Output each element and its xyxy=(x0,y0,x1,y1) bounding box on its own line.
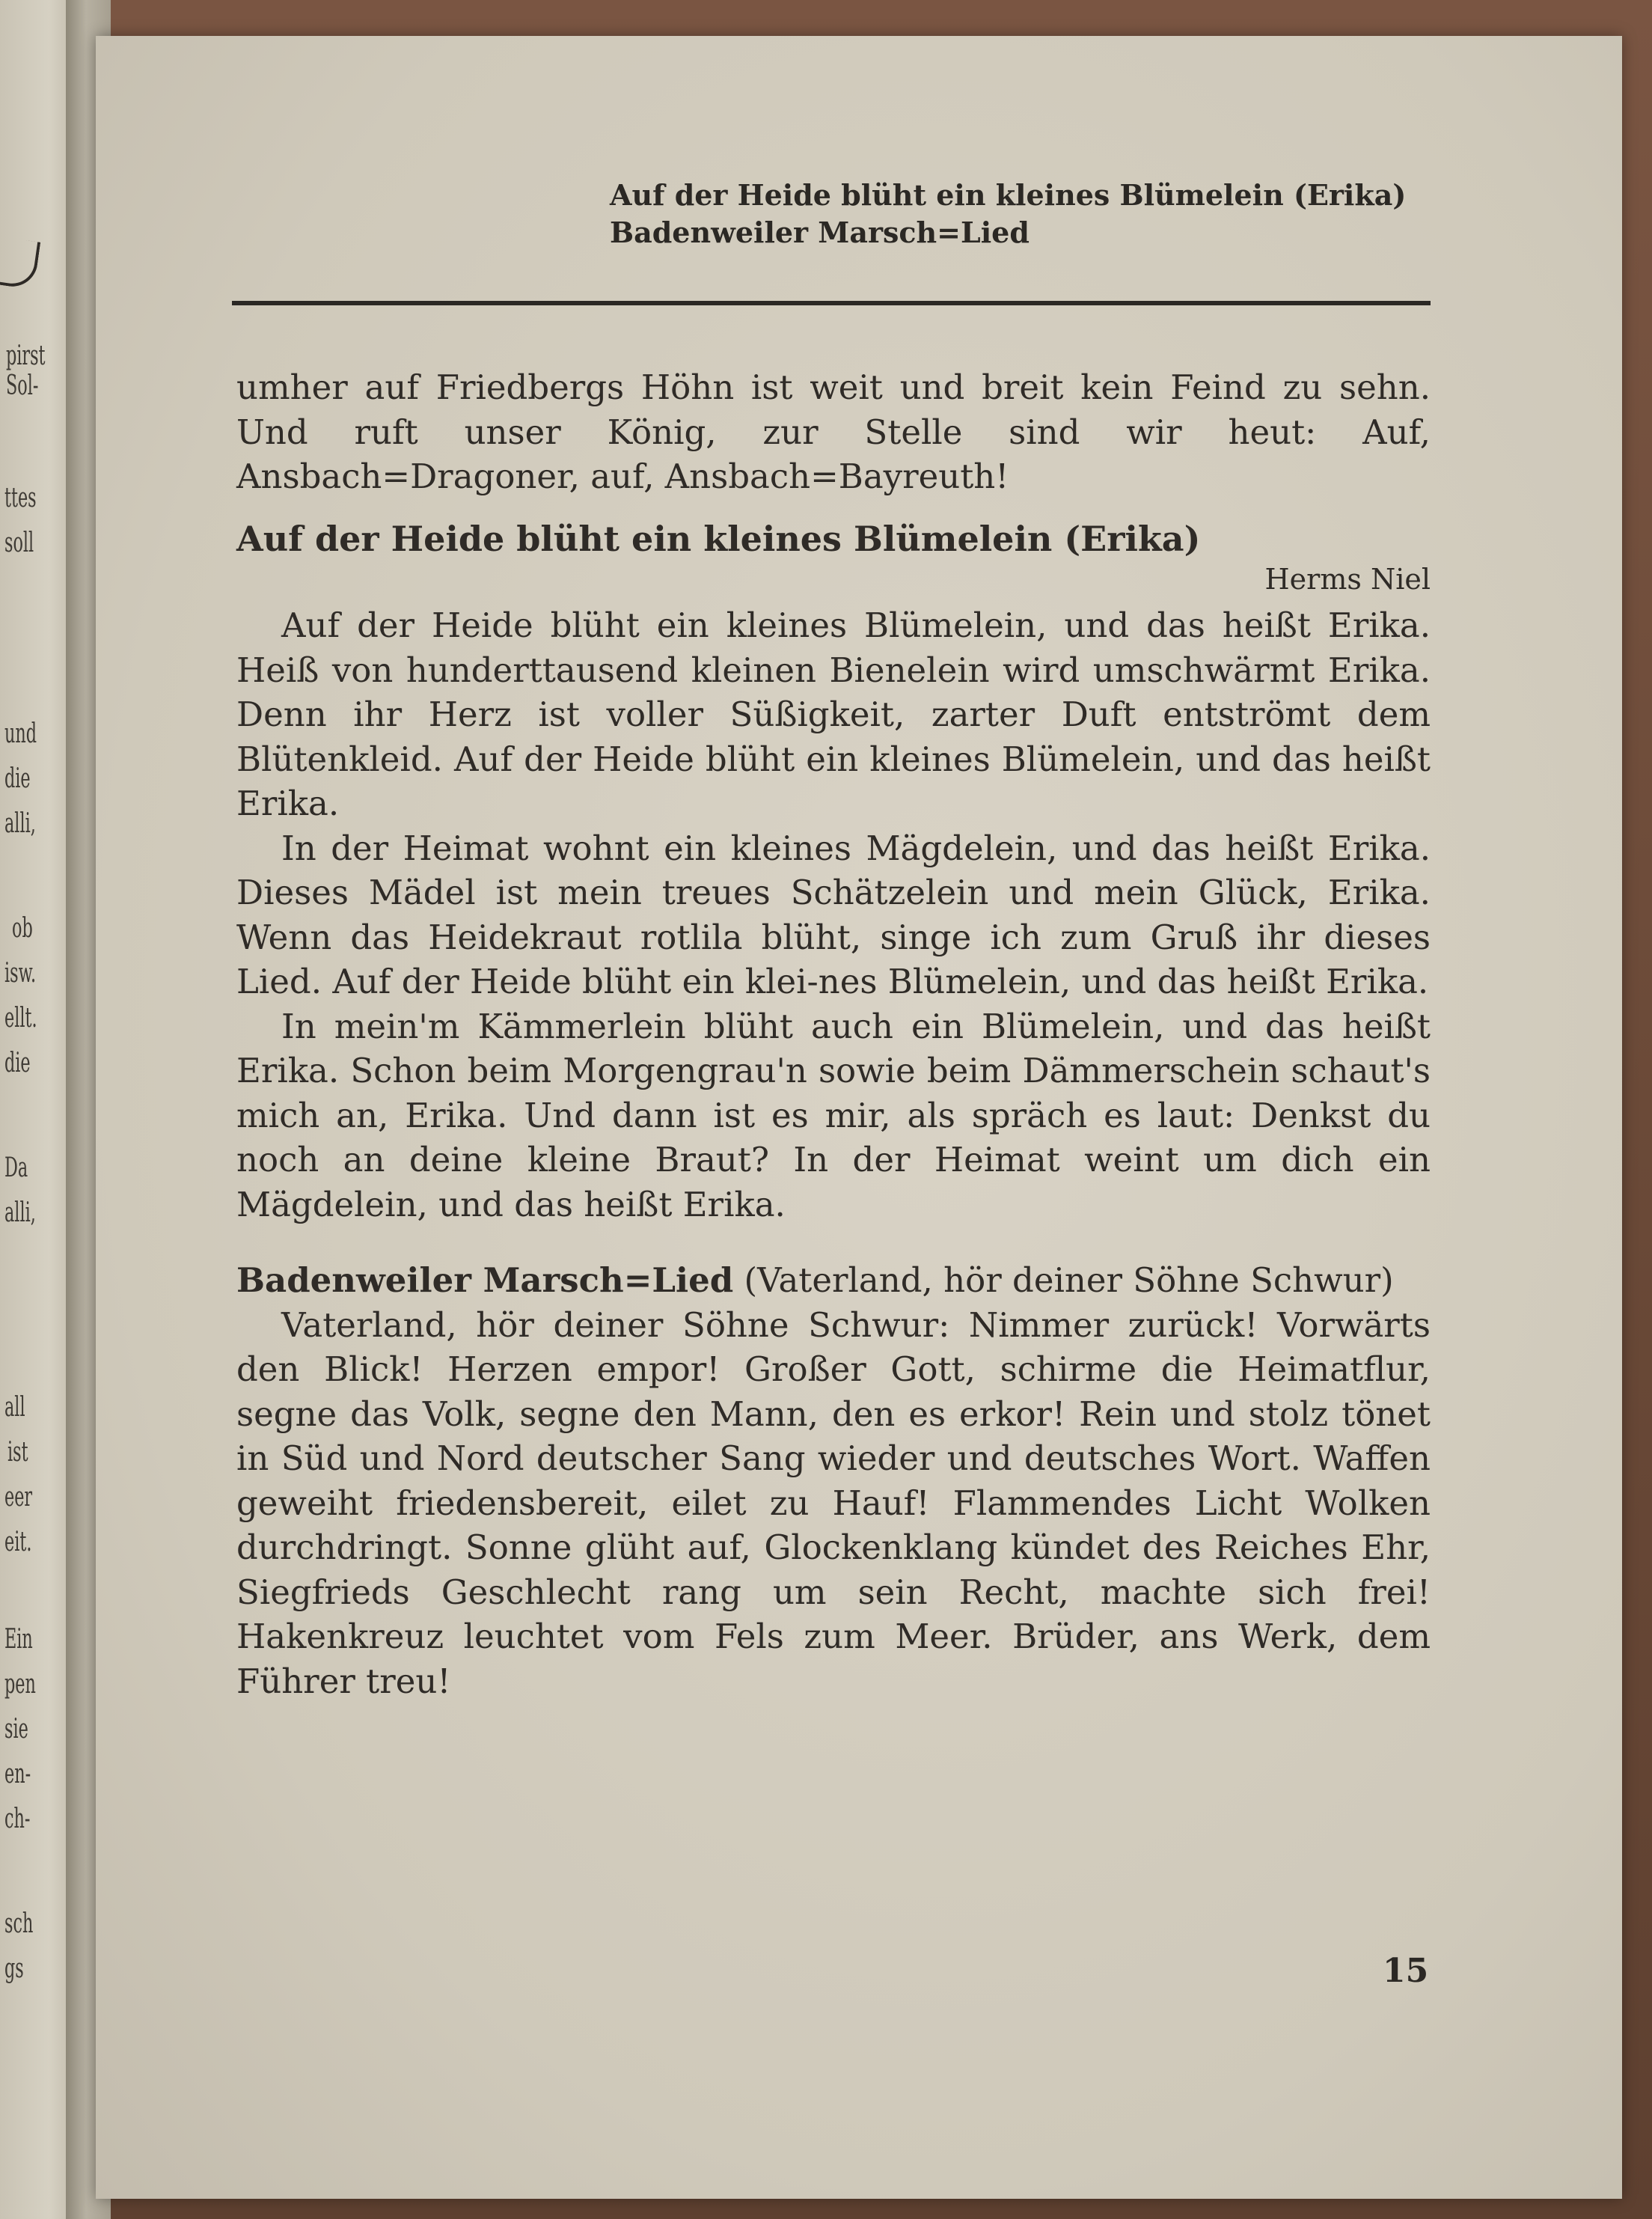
left-fragment: Da xyxy=(4,1153,28,1183)
song-subtitle: (Vaterland, hör deiner Söhne Schwur) xyxy=(744,1260,1394,1300)
left-fragment: die xyxy=(4,763,31,794)
verse-paragraph: In der Heimat wohnt ein kleines Mägdelein, und das heißt Erika. Dieses Mädel ist mein treues Schätzelein und mein Glück, Erika. Wenn das Heidekraut rotlila blüht, singe ich zum Gruß ihr dieses Lied. Auf der Heide blüht ein klei-nes Blümelein, und das heißt Erika. xyxy=(236,828,1431,1001)
left-fragment: Ein xyxy=(4,1624,33,1655)
song-author: Herms Niel xyxy=(1264,563,1431,596)
left-fragment: ob xyxy=(12,913,33,944)
song-title-badenweiler xyxy=(236,1258,1431,1303)
song-title-erika: Auf der Heide blüht ein kleines Blümelein (Erika) xyxy=(236,518,1201,559)
left-fragment: ellt. xyxy=(4,1003,37,1034)
left-fragment: ist xyxy=(7,1437,28,1468)
left-fragment: und xyxy=(4,718,37,749)
page-number: 15 xyxy=(1383,1952,1429,1990)
verse-paragraph: Auf der Heide blüht ein kleines Blümelein, und das heißt Erika. Heiß von hunderttausend kleinen Bienelein wird umschwärmt Erika. Denn ihr Herz ist voller Süßigkeit, zarter Duft entströmt dem Blütenkleid. Auf der Heide blüht ein kleines Blümelein, und das heißt Erika. xyxy=(236,605,1431,823)
left-fragment: eer xyxy=(4,1482,33,1513)
song-title-main: Badenweiler Marsch=Lied xyxy=(236,1260,734,1300)
left-fragment: die xyxy=(4,1048,31,1078)
running-head-line-2: Badenweiler Marsch=Lied xyxy=(610,216,1030,249)
left-fragment: ch- xyxy=(4,1804,31,1834)
left-fragment: pirst xyxy=(6,341,46,371)
left-fragment: eit. xyxy=(4,1527,32,1557)
left-fragment: isw. xyxy=(4,958,37,989)
left-fragment: sie xyxy=(4,1714,28,1745)
verse-paragraph: Vaterland, hör deiner Söhne Schwur: Nimmer zurück! Vorwärts den Blick! Herzen empor! Großer Gott, schirme die Heimatflur, segne das Volk, segne den Mann, den es erkor! Rein und stolz tönet in Süd und Nord deutscher Sang wieder und deutsches Wort. Waffen geweiht friedensbereit, eilet zu Hauf! Flammendes Licht Wolken durchdringt. Sonne glüht auf, Glockenklang kündet des Reiches Ehr, Siegfrieds Geschlecht rang um sein Recht, machte sich frei! Hakenkreuz leuchtet vom Fels zum Meer. Brüder, ans Werk, dem Führer treu! xyxy=(236,1304,1431,1701)
verse-paragraph: In mein'm Kämmerlein blüht auch ein Blümelein, und das heißt Erika. Schon beim Morgengrau'n sowie beim Dämmerschein schaut's mich an, Erika. Und dann ist es mir, als spräch es laut: Denkst du noch an deine kleine Braut? In der Heimat weint um dich ein Mägdelein, und das heißt Erika. xyxy=(236,1006,1431,1224)
left-fragment: ttes xyxy=(4,483,37,513)
left-fragment: gs xyxy=(4,1953,24,1984)
continuation-paragraph: umher auf Friedbergs Höhn ist weit und breit kein Feind zu sehn. Und ruft unser König, zur Stelle sind wir heut: Auf, Ansbach=Dragoner, auf, Ansbach=Bayreuth! xyxy=(236,367,1431,496)
running-head-line-1: Auf der Heide blüht ein kleines Blümelein (Erika) xyxy=(610,178,1407,212)
left-fragment: alli, xyxy=(4,808,36,839)
left-fragment: soll xyxy=(4,528,34,558)
left-page-ornament xyxy=(0,237,40,290)
left-fragment: pen xyxy=(4,1669,36,1700)
left-fragment: en- xyxy=(4,1759,31,1789)
left-fragment: alli, xyxy=(4,1197,36,1228)
page-body xyxy=(236,365,1431,1703)
left-fragment: all xyxy=(4,1392,25,1423)
header-rule xyxy=(232,301,1431,305)
left-fragment: sch xyxy=(4,1908,34,1939)
left-fragment: Sol- xyxy=(6,370,39,401)
running-head xyxy=(610,177,1433,251)
